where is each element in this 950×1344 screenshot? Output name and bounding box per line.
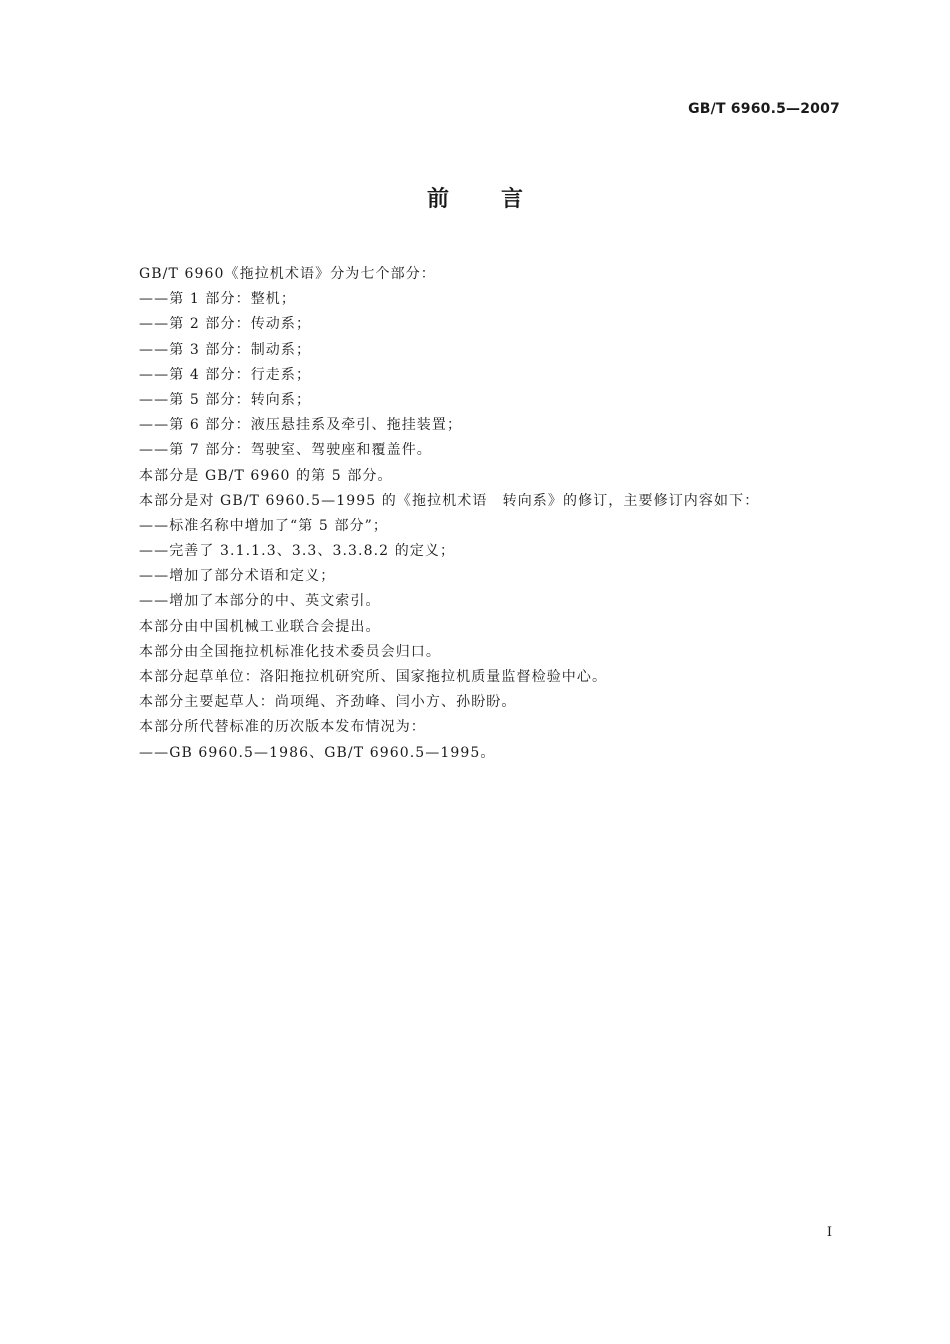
paragraph-line: 本部分由全国拖拉机标准化技术委员会归口。 — [139, 643, 441, 660]
paragraph-line: ——第 2 部分：传动系； — [139, 316, 312, 333]
paragraph-line: GB/T 6960《拖拉机术语》分为七个部分： — [139, 266, 436, 282]
paragraph-line: 本部分是 GB/T 6960 的第 5 部分。 — [139, 467, 393, 484]
page-number: I — [826, 1225, 832, 1240]
paragraph-line: ——第 4 部分：行走系； — [139, 366, 312, 383]
paragraph-line: ——标准名称中增加了“第 5 部分”； — [139, 517, 389, 534]
paragraph-line: ——增加了本部分的中、英文索引。 — [139, 593, 381, 610]
paragraph-line: 本部分是对 GB/T 6960.5—1995 的《拖拉机术语 转向系》的修订，主要修订内容如下： — [139, 492, 760, 509]
paragraph-line: ——第 3 部分：制动系； — [139, 341, 312, 358]
paragraph-line: ——第 5 部分：转向系； — [139, 391, 312, 408]
foreword-body — [139, 262, 839, 766]
paragraph-line: ——增加了部分术语和定义； — [139, 568, 336, 585]
page-title: 前言 — [426, 187, 575, 212]
paragraph-line: 本部分由中国机械工业联合会提出。 — [139, 618, 381, 635]
paragraph-line: ——第 6 部分：液压悬挂系及牵引、拖挂装置； — [139, 417, 463, 434]
paragraph-line: ——GB 6960.5—1986、GB/T 6960.5—1995。 — [139, 744, 496, 761]
paragraph-line: ——第 1 部分：整机； — [139, 291, 297, 308]
paragraph-line: 本部分所代替标准的历次版本发布情况为： — [139, 719, 426, 736]
paragraph-line: ——第 7 部分：驾驶室、驾驶座和覆盖件。 — [139, 442, 432, 459]
paragraph-line: ——完善了 3.1.1.3、3.3、3.3.8.2 的定义； — [139, 543, 456, 560]
paragraph-line: 本部分起草单位：洛阳拖拉机研究所、国家拖拉机质量监督检验中心。 — [139, 669, 608, 685]
paragraph-line: 本部分主要起草人：尚项绳、齐劲峰、闫小方、孙盼盼。 — [139, 694, 517, 711]
standard-code: GB/T 6960.5—2007 — [688, 101, 840, 117]
